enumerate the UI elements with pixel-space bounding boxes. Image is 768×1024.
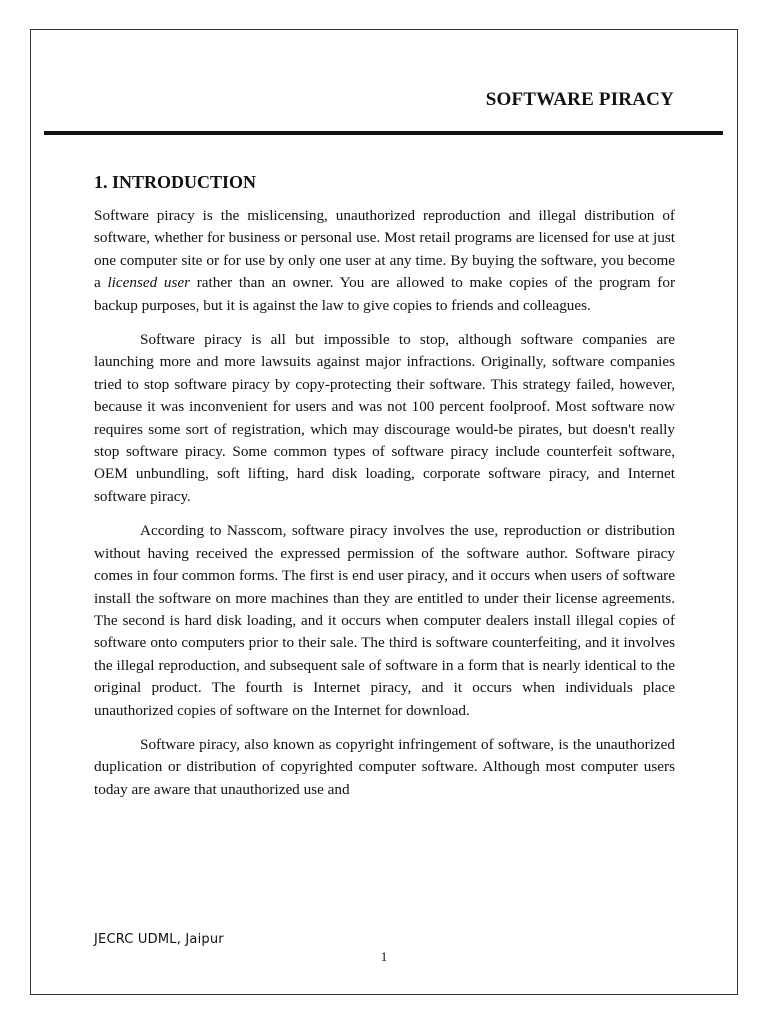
- paragraph-3: According to Nasscom, software piracy involves the use, reproduction or distribution without having received the expressed permission of the software author. Software piracy comes in four common forms. The first is end user piracy, and it occurs when users of software install the software on more machines than they are entitled to under their license agreements. The second is hard disk loading, and it occurs when computer dealers install illegal copies of software onto computers prior to their sale. The third is software counterfeiting, and it involves the illegal reproduction, and subsequent sale of software in a form that is nearly identical to the original product. The fourth is Internet piracy, and it occurs when individuals place unauthorized copies of software on the Internet for download.: [94, 522, 675, 719]
- paragraph-1-text-a: Software piracy is the mislicensing, unauthorized reproduction and illegal distribution of software, whether for business or personal use. Most retail programs are licensed for use at just one computer site or for use by only one user at any time. By buying the software, you become a: [94, 207, 675, 292]
- document-body: [94, 170, 675, 813]
- page-number: 1: [380, 949, 388, 964]
- paragraph-1-text-b: rather than an owner. You are allowed to make copies of the program for backup purposes, but it is against the law to give copies to friends and colleagues.: [94, 274, 676, 314]
- paragraph-2: Software piracy is all but impossible to stop, although software companies are launching more and more lawsuits against major infractions. Originally, software companies tried to stop software piracy by copy-protecting their software. This strategy failed, however, because it was inconvenient for users and was not 100 percent foolproof. Most software now requires some sort of registration, which may discourage would-be pirates, but doesn't really stop software piracy. Some common types of software piracy include counterfeit software, OEM unbundling, soft lifting, hard disk loading, corporate software piracy, and Internet software piracy.: [94, 331, 675, 505]
- footer-institution: JECRC UDML, Jaipur: [94, 932, 224, 947]
- running-title: SOFTWARE PIRACY: [485, 89, 674, 110]
- licensed-user-term: licensed user: [107, 274, 191, 292]
- section-heading: 1. INTRODUCTION: [94, 172, 257, 192]
- paragraph-1: [94, 205, 675, 317]
- title-rule: [44, 131, 723, 135]
- paragraph-4: Software piracy, also known as copyright infringement of software, is the unauthorized duplication or distribution of copyrighted computer software. Although most computer users today are aware that unauthorized use and: [94, 735, 675, 798]
